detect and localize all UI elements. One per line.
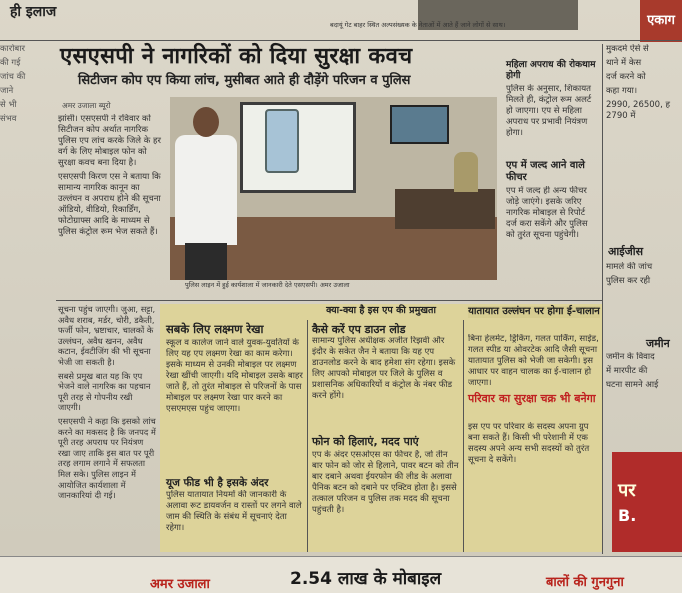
col2-text: सामान्य पुलिस अधीक्षक अजीत रिझवी और इंदौर के सकेत जैन ने बताया कि यह एप डाउनलोड करने के बाद हमेशा संग रहेगा। इसके लिए आपको मोबाइल पर जिले के पुलिस व प्रशासनिक अधिकारियों व कंट्रोल के नंबर फीड करने होंगे। [312, 336, 456, 401]
corner-box: एकाग [640, 0, 682, 42]
sidebar-subtext: एप में जल्द ही अन्य फीचर जोड़े जाएंगे। इसके जरिए नागरिक मोबाइल से रिपोर्ट दर्ज करा सकेंगे और पुलिस को तुरंत सूचना पहुंचेगी। [506, 186, 588, 240]
col2-heading: कैसे करें एप डाउन लोड [312, 323, 406, 336]
desk [395, 189, 495, 229]
sidebar-text: पुलिस के अनुसार, शिकायत मिलते ही, कंट्रोल रूम अलर्ट हो जाएगा। एप से महिला अपराध पर प्रभावी नियंत्रण होगा। [506, 84, 592, 138]
col1-heading: सबके लिए लक्ष्मण रेखा [166, 322, 264, 336]
intro-column [58, 114, 166, 304]
col3-heading: यातायात उल्लंघन पर होगा ई-चालान [468, 306, 600, 317]
article-photo [170, 97, 497, 280]
right-ad-box [612, 452, 682, 552]
bottom-right-headline: बालों की गुनगुना [546, 575, 624, 590]
main-headline: एसएसपी ने नागरिकों को दिया सुरक्षा कवच [60, 44, 413, 69]
top-left-heading: ही इलाज [10, 4, 57, 20]
features-divider-2 [463, 320, 464, 552]
col2-heading-2: फोन को हिलाएं, मदद पाएं [312, 435, 419, 448]
photo-caption: पुलिस लाइन में हुई कार्यशाला में जानकारी देते एसएसपी। अमर उजाला [185, 281, 350, 289]
right-column-rule [602, 44, 603, 554]
sidebar-heading: महिला अपराध की रोकथाम होगी [506, 60, 596, 81]
continuation-paragraph: एसएसपी ने कहा कि इसको लांच करने का मकसद है कि जनपद में पूरी तरह अपराध पर नियंत्रण रखा जाए ताकि इस बात पर पूरी तरह लगाम लगाने में सफलता मिल सके। पुलिस लाइन में आयोजित कार्यशाला में जानकारियां दी गई। [58, 415, 156, 501]
ad-text-2: B. [618, 506, 637, 525]
col3-text-2: इस एप पर परिवार के सदस्य अपना ग्रुप बना सकते हैं। किसी भी परेशानी में एक सदस्य अपने अन्य सभी सदस्यों को तुरंत सूचना दे सकेंगे। [468, 422, 590, 465]
intro-paragraph: झांसी। एसएसपी ने रविवार को सिटीजन कोप अर्थात नागरिक पुलिस एप लांच करके जिले के हर वर्ग के लिए मोबाइल फोन को सुरक्षा कवच बना दिया है। [58, 114, 161, 168]
byline: अमर उजाला ब्यूरो [62, 101, 111, 110]
far-right-heading-1: आईजीस [608, 245, 644, 258]
tv-screen [390, 105, 449, 144]
left-edge-column: कारोबार की गई जांच की जाने से भी संभव [0, 44, 26, 124]
ad-text-1: पर [618, 480, 636, 501]
phone-graphic [265, 109, 299, 173]
col1-heading-2: यूज फीड भी है इसके अंदर [166, 477, 269, 489]
speaker-figure [175, 107, 237, 277]
far-right-text-3: जमीन के विवाद में मारपीट की घटना सामने आई [606, 352, 659, 390]
amar-ujala-logo: अमर उजाला [150, 577, 210, 592]
continuation-paragraph: सबसे प्रमुख बात यह कि एप भेजने वाले नागरिक का पहचान पूरी तरह से गोपनीय रखी जाएगी। [58, 370, 151, 413]
main-subheadline: सिटीजन कोप एप किया लांच, मुसीबत आते ही दौड़ेंगे परिजन व पुलिस [78, 73, 411, 88]
continuation-paragraph: सूचना पहुंच जाएगी। जुआ, सट्टा, अवैध शराब, मर्डर, चोरी, डकैती, फर्जी फोन, भ्रष्टाचार, चालकों के उल्लंघन, अवैध खनन, अवैध कटान, ईवटीजिंग की भी सूचना भेजी जा सकती है। [58, 304, 156, 367]
top-photo-caption: बदायूं गेट बाहर स्थित अल्पसंख्यक के नेताओं में आते हैं जाने लोगों से साथ। [330, 21, 506, 29]
col2-text-2: एप के अंदर एसओएस का फीचर है, जो तीन बार फोन को जोर से हिलाने, पावर बटन को तीन बार दबाने अथवा ईयरफोन की लीड के अलावा पैनिक बटन को दबाने पर एक्टिव होता है। इससे तत्काल परिजन व पुलिस तक मदद की सूचना पहुंचती है। [312, 450, 459, 515]
col1-text: स्कूल व कालेज जाने वाले युवक-युवतियों के लिए यह एप लक्ष्मण रेखा का काम करेगा। इसके माध्यम से उनकी मोबाइल पर लक्ष्मण रेखा खींची जाएगी। यदि मोबाइल उसके बाहर जाते हैं, तो तुरंत मोबाइल से परिजनों के पास मोबाइल पर लक्ष्मण रेखा पार करने का एसएमएस पहुंच जाएगा। [166, 338, 303, 414]
far-right-text-2: मामले की जांच पुलिस कर रही [606, 262, 653, 286]
bottom-headline: 2.54 लाख के मोबाइल [290, 569, 442, 589]
seated-officer [454, 152, 478, 192]
continuation-column [58, 304, 156, 554]
sidebar-subheading: एप में जल्द आने वाले फीचर [506, 160, 585, 183]
far-right-text: मुकदमे ऐसे से थाने में केस दर्ज करने को कहा गया। 2990, 26500, ह 2790 में [606, 44, 682, 240]
section-rule [56, 300, 602, 301]
col3-heading-2: परिवार का सुरक्षा चक्र भी बनेगा [468, 392, 596, 405]
top-strip [0, 0, 682, 40]
features-divider-1 [307, 320, 308, 552]
intro-paragraph: एसएसपी किरण एस ने बताया कि सामान्य नागरिक कानून का उल्लंघन व अपराध होने की सूचना ऑडियो, वीडियो, रिकार्डिंग, फोटोग्राफ्स आदि के माध्यम से पुलिस कंट्रोल रूम भेज सकते हैं। [58, 172, 161, 237]
far-right-numbers: 2990, 26500, ह 2790 में [606, 100, 670, 121]
far-right-heading-2: जमीन [646, 337, 670, 350]
features-band-title: क्या-क्या है इस एप की प्रमुखता [326, 305, 436, 316]
col1-text-2: पुलिस यातायात नियमों की जानकारी के अलावा रूट डायवर्जन व रास्तों पर लगने वाले जाम की स्थिति के संबंध में सूचनाएं देता रहेगा। [166, 490, 302, 533]
col3-text: बिना हेलमेट, ड्रिंकिंग, गलत पार्किंग, साईड, गलत स्पीड या ओवरटेक आदि जैसी सूचना यातायात पुलिस को भेजी जा सकेगी। इस आधार पर वाहन चालक का ई-चालान हो जाएगा। [468, 334, 599, 388]
